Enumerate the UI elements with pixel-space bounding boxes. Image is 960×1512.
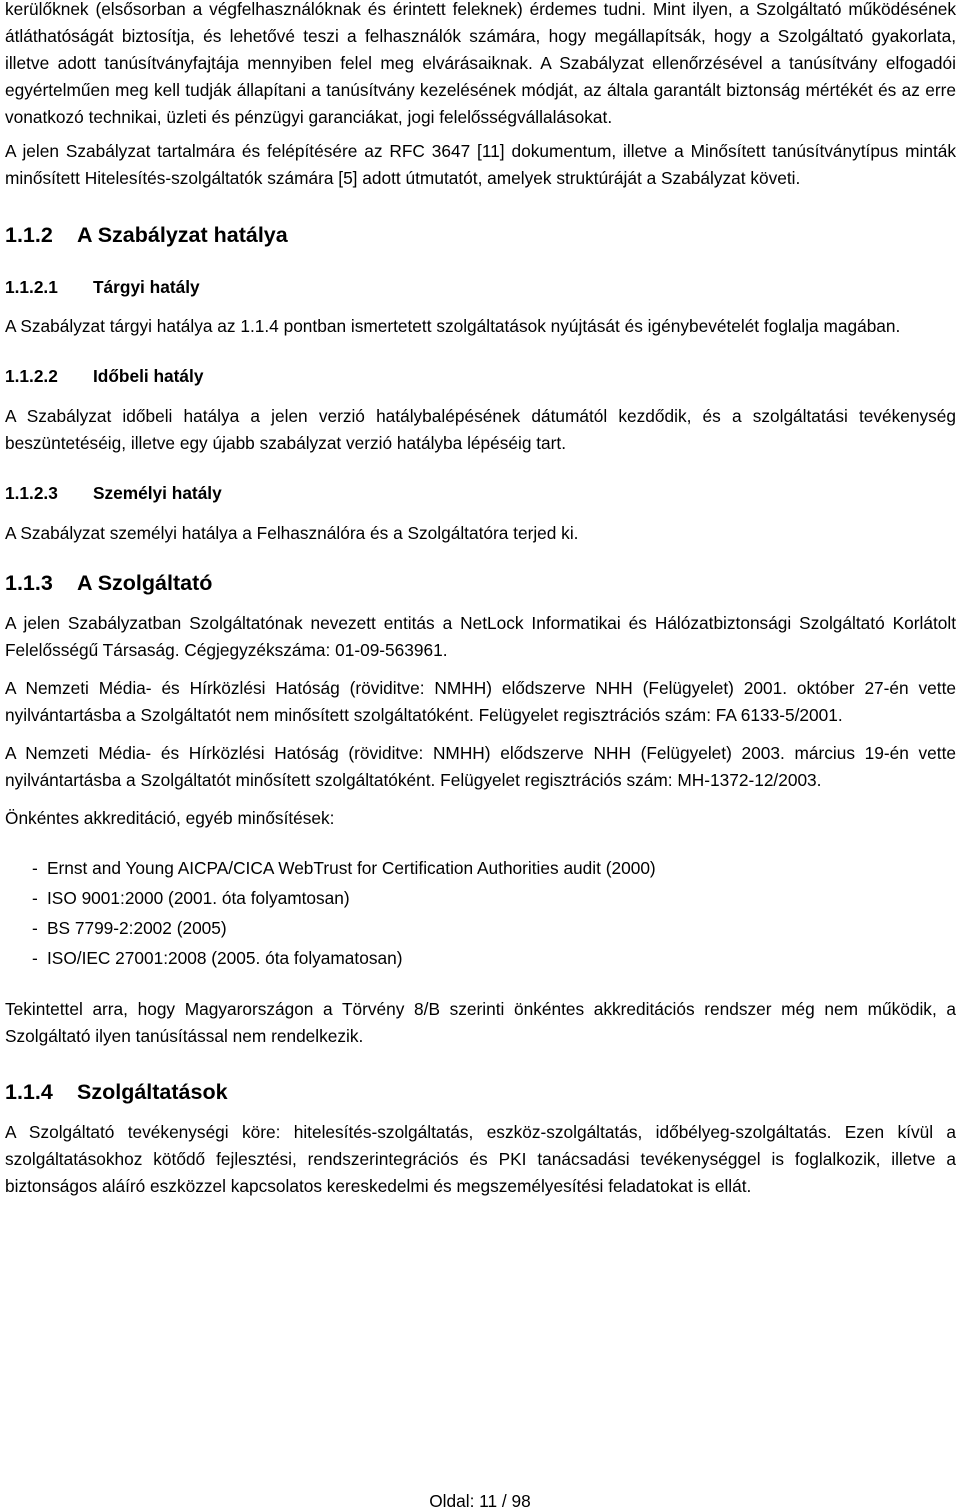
rfc-paragraph: A jelen Szabályzat tartalmára és felépítésére az RFC 3647 [11] dokumentum, illetve a Minősített tanúsítványtípus minták minősített Hitelesítés-szolgáltatók számára [5] adott útmutatót, amelyek struktúráját a Szabályzat követi. — [5, 141, 956, 188]
services-paragraph: A Szolgáltató tevékenységi köre: hitelesítés-szolgáltatás, eszköz-szolgáltatás, időbélyeg-szolgáltatás. Ezen kívül a szolgáltatásokhoz kötődő fejlesztési, rendszerintegrációs és PKI tanácsadási tevékenységgel is foglalkozik, illetve a biztonságos aláíró eszközzel kapcsolatos kereskedelmi és megszemélyesítési feladatokat is ellát. — [5, 1122, 956, 1196]
list-item-text: ISO/IEC 27001:2008 (2005. óta folyamatosan) — [47, 948, 403, 968]
heading-title: Tárgyi hatály — [93, 277, 200, 297]
page-number-footer: Oldal: 11 / 98 — [429, 1491, 531, 1511]
list-bullet: - — [32, 918, 38, 938]
heading-1-1-2-1 — [5, 274, 956, 301]
heading-number: 1.1.4 — [5, 1080, 53, 1104]
list-item — [5, 945, 956, 975]
heading-title: Szolgáltatások — [77, 1080, 228, 1104]
heading-number: 1.1.2.1 — [5, 277, 58, 297]
accreditation-note-paragraph: Tekintettel arra, hogy Magyarországon a Törvény 8/B szerinti önkéntes akkreditációs rendszer még nem működik, a Szolgáltató ilyen tanúsítással nem rendelkezik. — [5, 999, 956, 1046]
heading-title: A Szabályzat hatálya — [77, 223, 288, 247]
provider-paragraph: A jelen Szabályzatban Szolgáltatónak nevezett entitás a NetLock Informatikai és Hálózatbiztonsági Szolgáltató Korlátolt Felelősségű Társaság. Cégjegyzékszáma: 01-09-563961. — [5, 613, 956, 660]
accreditation-intro: Önkéntes akkreditáció, egyéb minősítések: — [5, 808, 335, 828]
heading-number: 1.1.2.2 — [5, 366, 58, 386]
heading-title: Időbeli hatály — [93, 366, 204, 386]
accreditation-list — [5, 855, 956, 975]
list-item-text: Ernst and Young AICPA/CICA WebTrust for Certification Authorities audit (2000) — [47, 858, 656, 878]
list-item — [5, 915, 956, 945]
list-item-text: ISO 9001:2000 (2001. óta folyamtosan) — [47, 888, 350, 908]
heading-1-1-3 — [5, 570, 956, 597]
heading-1-1-2-2 — [5, 363, 956, 390]
intro-paragraph: kerülőknek (elsősorban a végfelhasználóknak és érintett feleknek) érdemes tudni. Mint ilyen, a Szolgáltató működésének átláthatóságát biztosítja, és lehetővé teszi a felhasználók számára, hogy megállapítsák, hogy a Szolgáltató gyakorlata, illetve adott tanúsítványfajtája mennyiben felel meg elvárásaiknak. A Szabályzat ellenőrzésével a tanúsítvány elfogadói egyértelműen meg kell tudják állapítani a tanúsítvány kezelésének módját, az általa garantált biztonság mértékét és az erre vonatkozó technikai, üzleti és pénzügyi garanciákat, jogi felelősségvállalásokat. — [5, 0, 956, 127]
list-bullet: - — [32, 858, 38, 878]
list-bullet: - — [32, 948, 38, 968]
heading-number: 1.1.2.3 — [5, 483, 58, 503]
heading-title: A Szolgáltató — [77, 571, 213, 595]
heading-number: 1.1.2 — [5, 223, 53, 247]
registration-2003-paragraph: A Nemzeti Média- és Hírközlési Hatóság (röviditve: NMHH) elődszerve NHH (Felügyelet) 2003. március 19-én vette nyilvántartásba a Szolgáltatót minősített szolgáltatóként. Felügyelet regisztrációs szám: MH-1372-12/2003. — [5, 743, 956, 790]
personal-scope-paragraph: A Szabályzat személyi hatálya a Felhasználóra és a Szolgáltatóra terjed ki. — [5, 523, 579, 543]
heading-1-1-2-3 — [5, 480, 956, 507]
heading-number: 1.1.3 — [5, 571, 53, 595]
heading-1-1-2 — [5, 222, 956, 249]
list-item — [5, 885, 956, 915]
list-item — [5, 855, 956, 885]
time-scope-paragraph: A Szabályzat időbeli hatálya a jelen verzió hatálybalépésének dátumától kezdődik, és a szolgáltatási tevékenység beszüntetéséig, illetve egy újabb szabályzat verzió hatályba lépéséig tart. — [5, 406, 956, 453]
document-page — [5, 0, 956, 1200]
heading-title: Személyi hatály — [93, 483, 222, 503]
registration-2001-paragraph: A Nemzeti Média- és Hírközlési Hatóság (röviditve: NMHH) elődszerve NHH (Felügyelet) 2001. október 27-én vette nyilvántartásba a Szolgáltatót nem minősített szolgáltatóként. Felügyelet regisztrációs szám: FA 6133-5/2001. — [5, 678, 956, 725]
list-bullet: - — [32, 888, 38, 908]
subject-scope-paragraph: A Szabályzat tárgyi hatálya az 1.1.4 pontban ismertetett szolgáltatások nyújtását és igénybevételét foglalja magában. — [5, 316, 901, 336]
list-item-text: BS 7799-2:2002 (2005) — [47, 918, 227, 938]
heading-1-1-4 — [5, 1079, 956, 1106]
